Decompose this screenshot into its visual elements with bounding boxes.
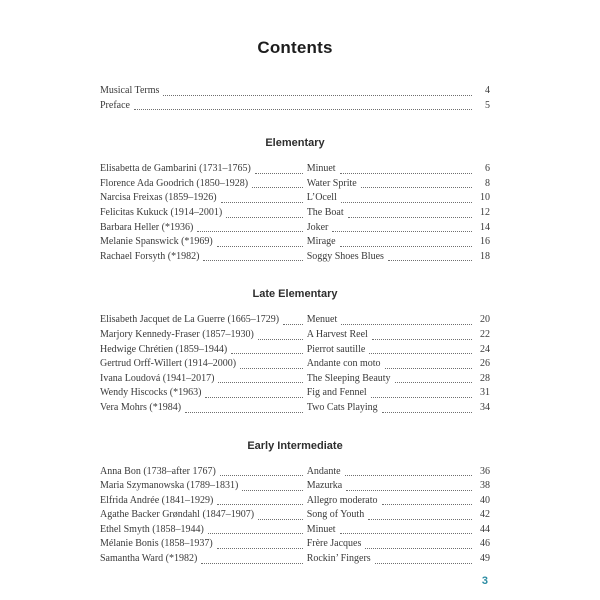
composer-col	[100, 191, 307, 206]
page-ref: 10	[480, 192, 490, 204]
folio-page-number: 3	[481, 575, 488, 587]
piece-title: Mirage	[306, 236, 336, 248]
composer-col	[100, 250, 307, 265]
dot-leader	[217, 246, 303, 247]
piece-title: Rockin’ Fingers	[306, 553, 371, 565]
section-heading: Elementary	[265, 137, 325, 150]
piece-col	[307, 191, 490, 206]
composer-name: Elisabeth Jacquet de La Guerre (1665–1729)	[100, 314, 280, 326]
dot-leader	[341, 202, 472, 203]
composer-col	[100, 508, 307, 523]
piece-title: Andante	[306, 465, 341, 477]
section-heading: Early Intermediate	[247, 439, 343, 452]
composer-col	[100, 313, 307, 328]
dot-leader	[346, 490, 472, 491]
dot-leader	[372, 339, 472, 340]
dot-leader	[395, 382, 472, 383]
page-ref: 14	[480, 221, 490, 233]
page-ref: 34	[480, 401, 490, 413]
dot-leader	[345, 475, 472, 476]
dot-leader	[208, 533, 303, 534]
dot-leader	[252, 187, 303, 188]
section-heading: Late Elementary	[252, 288, 338, 301]
composer-col	[100, 465, 307, 480]
composer-col	[100, 523, 307, 538]
dot-leader	[242, 490, 302, 491]
toc-row	[100, 357, 490, 372]
piece-title: L’Ocell	[306, 192, 337, 204]
dot-leader	[365, 548, 472, 549]
toc-row	[100, 386, 490, 401]
dot-leader	[240, 368, 303, 369]
composer-col	[100, 343, 307, 358]
piece-title: Minuet	[306, 163, 336, 175]
piece-col	[307, 328, 490, 343]
composer-name: Vera Mohrs (*1984)	[100, 401, 182, 413]
composer-col	[100, 162, 307, 177]
piece-col	[307, 537, 490, 552]
dot-leader	[163, 95, 472, 96]
page-ref: 28	[480, 372, 490, 384]
dot-leader	[185, 412, 303, 413]
dot-leader	[197, 231, 302, 232]
piece-col	[307, 552, 490, 567]
piece-col	[307, 250, 490, 265]
toc-row	[100, 313, 490, 328]
toc-section-elementary	[100, 137, 490, 264]
piece-title: Fig and Fennel	[306, 387, 367, 399]
toc-row	[100, 191, 490, 206]
composer-name: Narcisa Freixas (1859–1926)	[100, 192, 217, 204]
piece-title: Joker	[306, 221, 329, 233]
dot-leader	[340, 173, 472, 174]
dot-leader	[218, 382, 302, 383]
toc-row	[100, 552, 490, 567]
page-ref: 16	[480, 236, 490, 248]
dot-leader	[371, 397, 472, 398]
composer-name: Gertrud Orff-Willert (1914–2000)	[100, 358, 237, 370]
dot-leader	[258, 339, 303, 340]
composer-name: Anna Bon (1738–after 1767)	[100, 465, 216, 477]
composer-col	[100, 479, 307, 494]
composer-name: Elfrida Andrée (1841–1929)	[100, 494, 214, 506]
toc-row	[100, 221, 490, 236]
toc-label: Preface	[100, 99, 130, 111]
toc-row	[100, 99, 490, 114]
composer-col	[100, 552, 307, 567]
page-ref: 24	[480, 343, 490, 355]
piece-title: Frère Jacques	[306, 538, 362, 550]
piece-col	[307, 386, 490, 401]
piece-title: Menuet	[306, 314, 338, 326]
page-ref: 12	[480, 206, 490, 218]
dot-leader	[217, 504, 302, 505]
toc-section-late-elementary	[100, 288, 490, 415]
page-ref: 42	[480, 509, 490, 521]
piece-title: Allegro moderato	[306, 494, 378, 506]
toc-row	[100, 235, 490, 250]
piece-col	[307, 162, 490, 177]
piece-title: The Boat	[306, 206, 344, 218]
toc-row	[100, 328, 490, 343]
piece-title: Two Cats Playing	[306, 401, 378, 413]
composer-name: Ethel Smyth (1858–1944)	[100, 523, 204, 535]
piece-col	[307, 372, 490, 387]
piece-title: The Sleeping Beauty	[306, 372, 391, 384]
toc-row	[100, 206, 490, 221]
dot-leader	[382, 412, 472, 413]
piece-col	[307, 508, 490, 523]
page-ref: 44	[480, 523, 490, 535]
composer-col	[100, 537, 307, 552]
page-ref: 40	[480, 494, 490, 506]
toc-row	[100, 523, 490, 538]
piece-col	[307, 343, 490, 358]
piece-col	[307, 357, 490, 372]
piece-title: Mazurka	[306, 480, 343, 492]
page-ref: 38	[480, 480, 490, 492]
dot-leader	[203, 260, 302, 261]
composer-name: Hedwige Chrétien (1859–1944)	[100, 343, 228, 355]
composer-name: Samantha Ward (*1982)	[100, 553, 198, 565]
composer-col	[100, 357, 307, 372]
dot-leader	[388, 260, 472, 261]
page-ref: 36	[480, 465, 490, 477]
toc-row	[100, 343, 490, 358]
composer-col	[100, 328, 307, 343]
toc-row	[100, 372, 490, 387]
composer-name: Mélanie Bonis (1858–1937)	[100, 538, 213, 550]
composer-col	[100, 177, 307, 192]
composer-name: Marjory Kennedy-Fraser (1857–1930)	[100, 328, 254, 340]
page-ref: 20	[480, 314, 490, 326]
toc-label: Musical Terms	[100, 85, 160, 96]
dot-leader	[217, 548, 303, 549]
dot-leader	[258, 519, 303, 520]
dot-leader	[226, 217, 302, 218]
piece-title: Minuet	[306, 523, 336, 535]
composer-name: Wendy Hiscocks (*1963)	[100, 387, 202, 399]
composer-name: Agathe Backer Grøndahl (1847–1907)	[100, 509, 255, 521]
page-ref: 49	[480, 553, 490, 565]
page-ref: 5	[485, 99, 490, 111]
dot-leader	[221, 202, 303, 203]
piece-col	[307, 523, 490, 538]
composer-name: Felicitas Kukuck (1914–2001)	[100, 206, 223, 218]
dot-leader	[340, 533, 472, 534]
dot-leader	[205, 397, 302, 398]
composer-name: Maria Szymanowska (1789–1831)	[100, 480, 239, 492]
toc-row	[100, 250, 490, 265]
toc-row	[100, 401, 490, 416]
piece-title: Water Sprite	[306, 177, 357, 189]
dot-leader	[369, 353, 472, 354]
toc-row	[100, 465, 490, 480]
composer-name: Melanie Spanswick (*1969)	[100, 236, 213, 248]
composer-col	[100, 494, 307, 509]
front-matter-list	[100, 84, 490, 113]
composer-name: Rachael Forsyth (*1982)	[100, 250, 200, 262]
dot-leader	[220, 475, 303, 476]
composer-col	[100, 221, 307, 236]
page-ref: 22	[480, 328, 490, 340]
page-ref: 46	[480, 538, 490, 550]
composer-name: Florence Ada Goodrich (1850–1928)	[100, 177, 249, 189]
dot-leader	[134, 109, 472, 110]
piece-title: Soggy Shoes Blues	[306, 250, 384, 262]
toc-row	[100, 84, 490, 99]
dot-leader	[385, 368, 472, 369]
contents-page	[100, 0, 490, 600]
piece-col	[307, 494, 490, 509]
toc-row	[100, 479, 490, 494]
dot-leader	[348, 217, 472, 218]
dot-leader	[283, 324, 303, 325]
dot-leader	[368, 519, 472, 520]
page-ref: 18	[480, 250, 490, 262]
dot-leader	[201, 563, 302, 564]
toc-row	[100, 177, 490, 192]
piece-title: Pierrot sautille	[306, 343, 366, 355]
toc-section-early-intermediate	[100, 440, 490, 567]
page-ref: 31	[480, 387, 490, 399]
composer-name: Ivana Loudová (1941–2017)	[100, 372, 215, 384]
piece-col	[307, 235, 490, 250]
composer-col	[100, 235, 307, 250]
piece-title: Song of Youth	[306, 509, 365, 521]
dot-leader	[332, 231, 472, 232]
dot-leader	[231, 353, 302, 354]
piece-col	[307, 313, 490, 328]
toc-row	[100, 162, 490, 177]
page-ref: 4	[485, 85, 490, 96]
page-ref: 26	[480, 358, 490, 370]
dot-leader	[340, 246, 472, 247]
piece-col	[307, 465, 490, 480]
composer-col	[100, 372, 307, 387]
piece-col	[307, 221, 490, 236]
composer-name: Elisabetta de Gambarini (1731–1765)	[100, 163, 251, 175]
composer-name: Barbara Heller (*1936)	[100, 221, 194, 233]
piece-col	[307, 401, 490, 416]
piece-col	[307, 177, 490, 192]
toc-row	[100, 508, 490, 523]
dot-leader	[375, 563, 472, 564]
piece-col	[307, 206, 490, 221]
dot-leader	[361, 187, 472, 188]
composer-col	[100, 386, 307, 401]
page-ref: 8	[485, 177, 490, 189]
piece-col	[307, 479, 490, 494]
page-ref: 6	[485, 163, 490, 175]
toc-row	[100, 537, 490, 552]
page-title: Contents	[257, 38, 333, 57]
piece-title: A Harvest Reel	[306, 328, 368, 340]
dot-leader	[382, 504, 473, 505]
piece-title: Andante con moto	[306, 358, 381, 370]
composer-col	[100, 206, 307, 221]
toc-row	[100, 494, 490, 509]
composer-col	[100, 401, 307, 416]
dot-leader	[255, 173, 303, 174]
dot-leader	[341, 324, 472, 325]
